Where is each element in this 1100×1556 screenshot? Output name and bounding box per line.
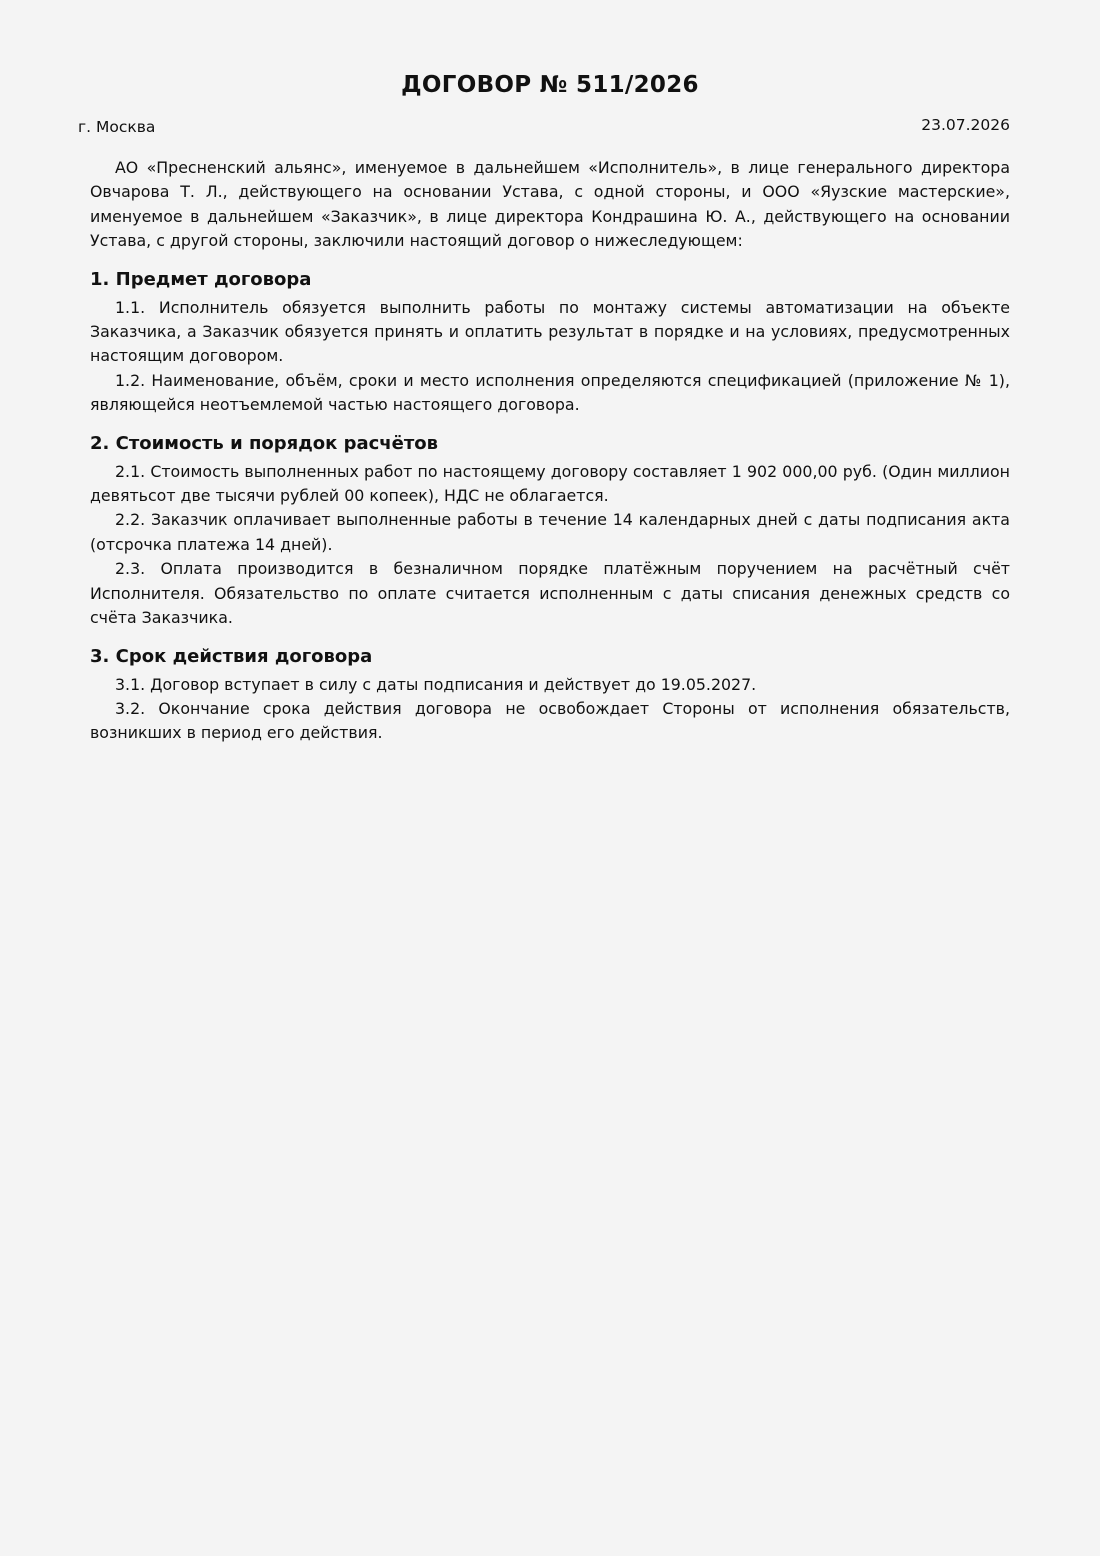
document-date: 23.07.2026 (921, 116, 1010, 134)
section-subject (90, 268, 1010, 418)
clause-paragraph: 3.1. Договор вступает в силу с даты подписания и действует до 19.05.2027. (115, 674, 757, 694)
clause-paragraph: 3.2. Окончание срока действия договора не освобождает Стороны от исполнения обязательств, возникших в период его действия. (90, 698, 1010, 743)
clause-paragraph: 1.1. Исполнитель обязуется выполнить работы по монтажу системы автоматизации на объекте Заказчика, а Заказчик обязуется принять и оплатить результат в порядке и на условиях, предусмотренных настоящим договором. (90, 297, 1010, 366)
clause-paragraph: 2.3. Оплата производится в безналичном порядке платёжным поручением на расчётный счёт Исполнителя. Обязательство по оплате считается исполненным с даты списания денежных средств со счёта Заказчика. (90, 559, 1010, 628)
clause-paragraph: 1.2. Наименование, объём, сроки и место исполнения определяются спецификацией (приложение № 1), являющейся неотъемлемой частью настоящего договора. (90, 370, 1010, 415)
document-title: ДОГОВОР № 511/2026 (401, 72, 699, 98)
section-payment (90, 432, 1010, 631)
document-body (90, 156, 1010, 746)
section-heading: 2. Стоимость и порядок расчётов (90, 432, 439, 454)
document-city: г. Москва (78, 118, 156, 136)
clause-paragraph: 2.2. Заказчик оплачивает выполненные работы в течение 14 календарных дней с даты подписания акта (отсрочка платежа 14 дней). (90, 510, 1010, 554)
section-heading: 1. Предмет договора (90, 268, 312, 290)
clause-paragraph: 2.1. Стоимость выполненных работ по настоящему договору составляет 1 902 000,00 руб. (Один миллион девятьсот две тысячи рублей 00 копеек), НДС не облагается. (90, 461, 1010, 506)
section-heading: 3. Срок действия договора (90, 645, 373, 667)
preamble-paragraph: АО «Пресненский альянс», именуемое в дальнейшем «Исполнитель», в лице генерального директора Овчарова Т. Л., действующего на основании Устава, с одной стороны, и ООО «Яузские мастерские», именуемое в дальнейшем «Заказчик», в лице директора Кондрашина Ю. А., действующего на основании Устава, с другой стороны, заключили настоящий договор о нижеследующем: (90, 158, 1010, 251)
section-term (90, 645, 1010, 746)
